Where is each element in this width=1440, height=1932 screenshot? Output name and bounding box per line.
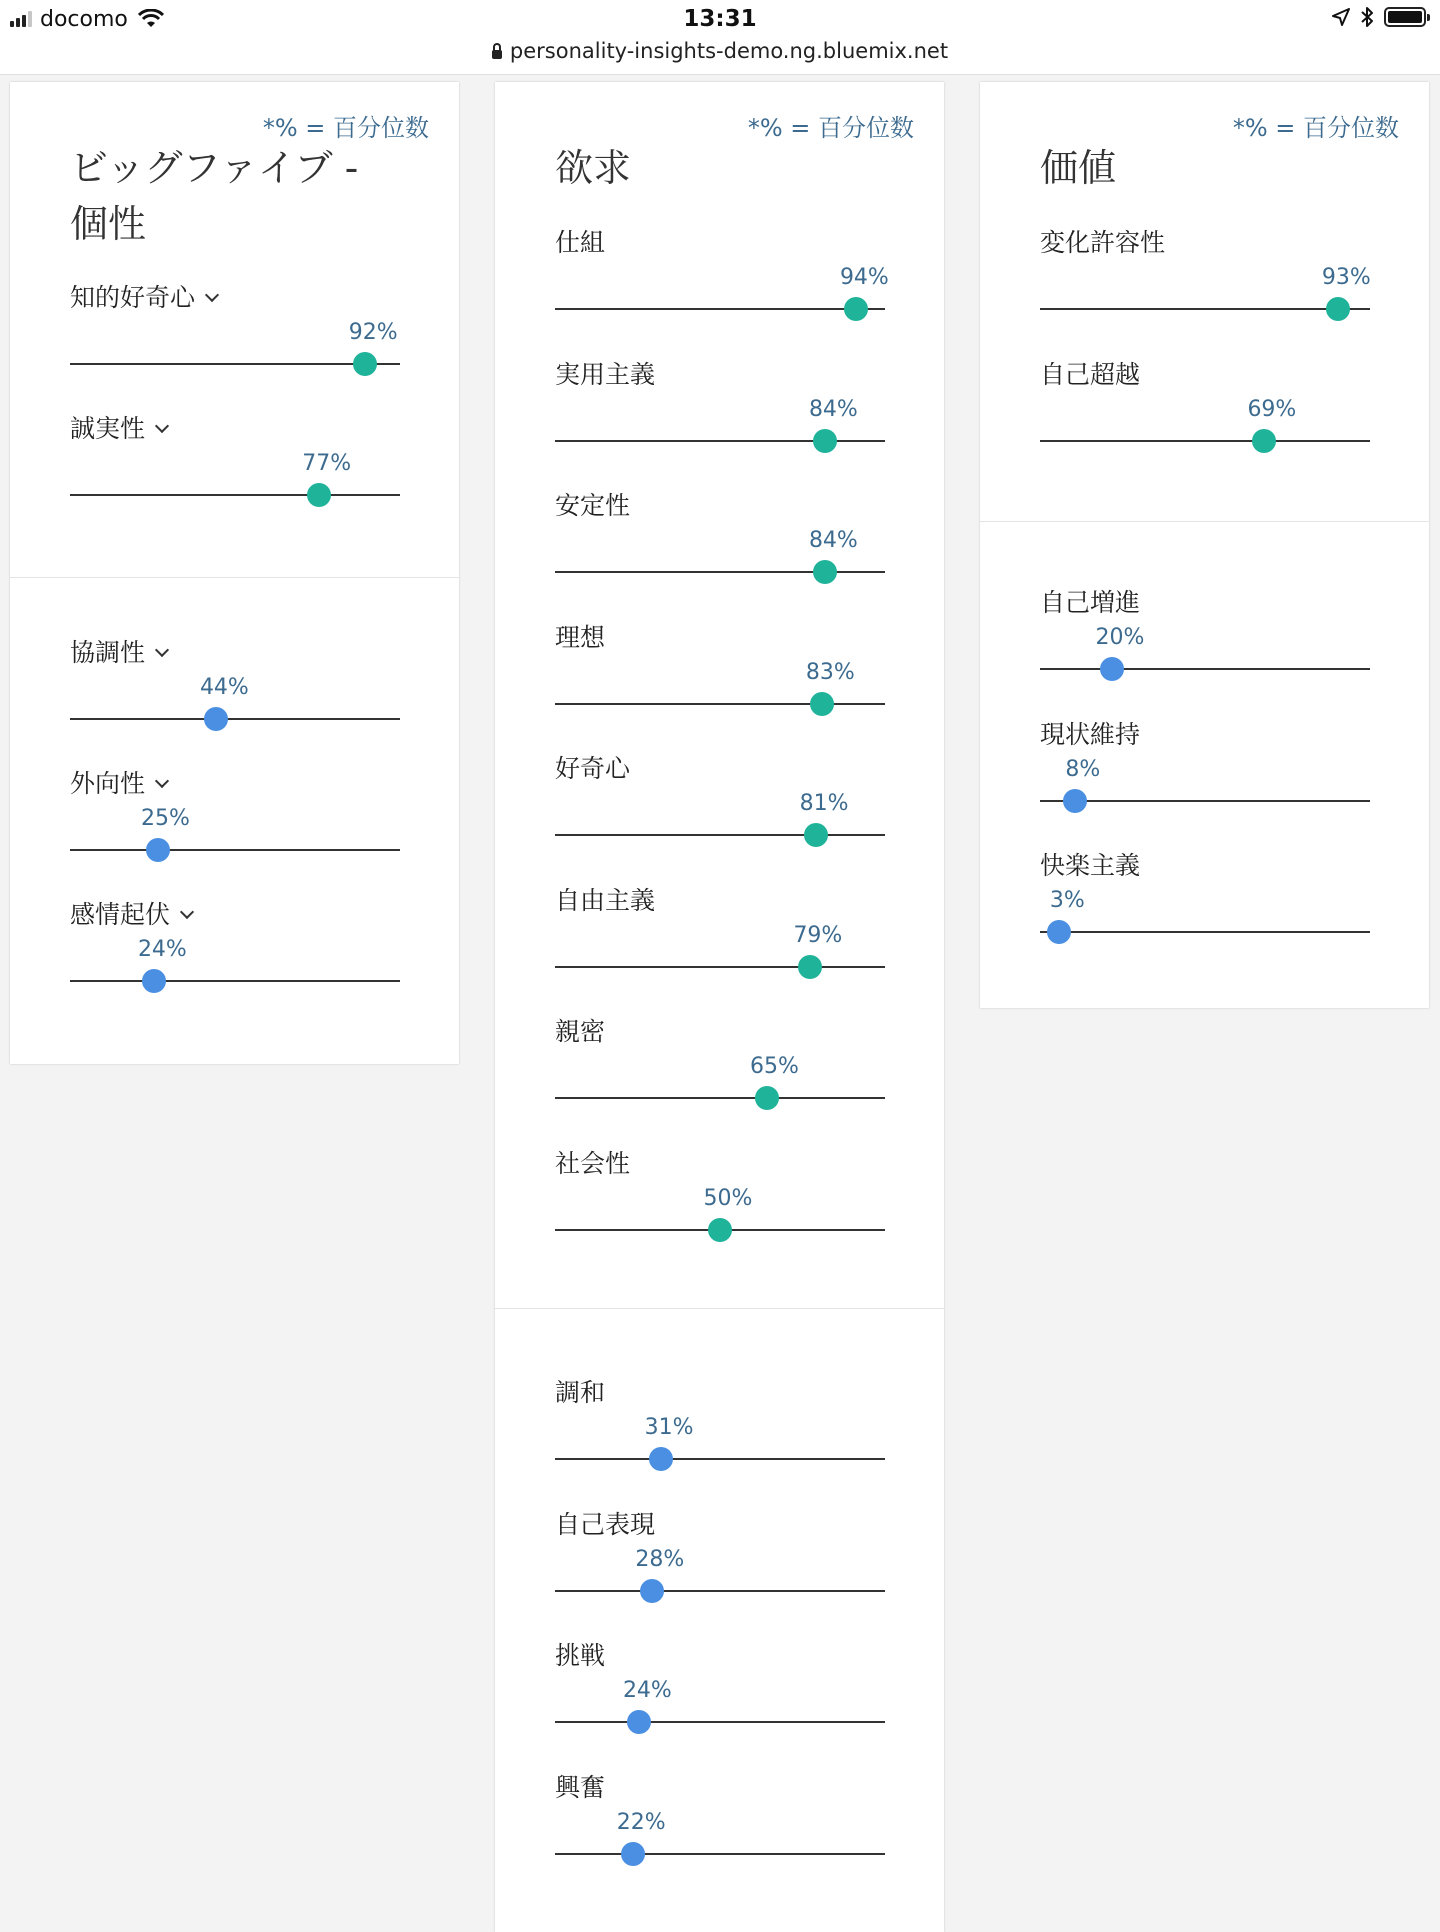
status-right	[1332, 6, 1426, 28]
slider-track	[555, 308, 885, 310]
percentile-value: 44%	[199, 675, 249, 700]
slider-track	[70, 718, 400, 720]
big-five-title: ビッグファイブ - 個性	[70, 146, 359, 246]
needs-card	[495, 82, 944, 1932]
trait-name: 快楽主義	[1040, 851, 1141, 880]
slider-marker	[1047, 920, 1071, 944]
trait-slider	[70, 768, 400, 878]
percentile-note: *% = 百分位数	[262, 114, 429, 142]
chevron-down-icon[interactable]	[205, 288, 219, 302]
slider-track	[1040, 931, 1370, 933]
percentile-value: 65%	[750, 1054, 799, 1079]
trait-name: 挑戦	[555, 1641, 606, 1670]
trait-slider	[555, 1016, 885, 1126]
trait-slider	[70, 899, 400, 1009]
chevron-down-icon[interactable]	[155, 419, 169, 433]
address-bar[interactable]	[0, 39, 1440, 63]
slider-marker	[708, 1218, 732, 1242]
slider-marker	[204, 707, 228, 731]
percentile-value: 93%	[1321, 265, 1371, 290]
trait-label	[555, 227, 605, 259]
trait-name: 調和	[555, 1378, 606, 1407]
slider-marker	[142, 969, 166, 993]
slider-track	[555, 1590, 885, 1592]
trait-name: 知的好奇心	[70, 283, 196, 312]
trait-name: 誠実性	[70, 414, 146, 443]
percentile-value: 77%	[302, 451, 352, 476]
percentile-note: *% = 百分位数	[1232, 114, 1399, 142]
trait-name: 社会性	[555, 1148, 631, 1178]
slider-marker	[804, 823, 828, 847]
url-text: personality-insights-demo.ng.bluemix.net	[509, 39, 949, 63]
slider-marker	[844, 297, 868, 321]
percentile-value: 8%	[1065, 756, 1101, 782]
trait-name: 仕組	[555, 228, 606, 257]
slider-track	[555, 834, 885, 836]
percentile-value: 69%	[1247, 396, 1297, 422]
trait-slider	[555, 1148, 885, 1258]
slider-track	[70, 494, 400, 496]
trait-label	[555, 753, 630, 785]
trait-label	[555, 1509, 655, 1541]
slider-marker	[1100, 657, 1124, 681]
slider-marker	[649, 1447, 673, 1471]
slider-track	[1040, 668, 1370, 670]
slider-marker	[1252, 429, 1276, 453]
slider-track	[1040, 800, 1370, 802]
slider-track	[555, 966, 885, 968]
trait-slider	[1040, 850, 1370, 960]
percentile-value: 94%	[839, 265, 889, 290]
trait-name: 好奇心	[555, 754, 631, 783]
trait-name: 自己増進	[1040, 588, 1141, 617]
slider-marker	[1063, 789, 1087, 813]
trait-slider	[70, 637, 400, 747]
trait-label	[1040, 719, 1140, 751]
percentile-value: 24%	[622, 1678, 672, 1703]
trait-label	[555, 1377, 605, 1409]
trait-label	[555, 490, 630, 522]
slider-marker	[798, 955, 822, 979]
slider-track	[1040, 308, 1370, 310]
trait-name: 自己表現	[555, 1509, 656, 1539]
section-divider	[980, 521, 1429, 522]
values-title: 価値	[1040, 146, 1117, 190]
percentile-value: 31%	[644, 1415, 694, 1440]
trait-name: 現状維持	[1040, 719, 1141, 749]
trait-label	[555, 622, 605, 654]
percentile-value: 20%	[1095, 625, 1145, 650]
percentile-value: 81%	[799, 791, 849, 816]
slider-marker	[755, 1086, 779, 1110]
percentile-value: 22%	[616, 1809, 666, 1835]
trait-label[interactable]	[70, 899, 192, 931]
trait-slider	[555, 885, 885, 995]
trait-name: 変化許容性	[1040, 228, 1166, 257]
slider-marker	[146, 838, 170, 862]
trait-label[interactable]	[70, 768, 167, 800]
slider-marker	[813, 560, 837, 584]
percentile-value: 28%	[635, 1546, 685, 1572]
trait-name: 自己超越	[1040, 359, 1141, 389]
trait-label	[555, 359, 655, 391]
trait-name: 親密	[555, 1017, 606, 1046]
percentile-value: 3%	[1049, 888, 1085, 913]
bluetooth-icon	[1360, 6, 1374, 28]
clock: 13:31	[683, 6, 757, 32]
trait-name: 理想	[555, 622, 606, 652]
slider-marker	[621, 1842, 645, 1866]
slider-track	[555, 1458, 885, 1460]
slider-track	[70, 363, 400, 365]
trait-label	[555, 1772, 605, 1804]
trait-label	[555, 1148, 630, 1180]
trait-name: 興奮	[555, 1772, 606, 1802]
trait-label[interactable]	[70, 637, 167, 669]
big-five-card	[10, 82, 459, 1064]
trait-name: 安定性	[555, 491, 631, 520]
slider-track	[555, 1853, 885, 1855]
trait-label	[1040, 850, 1140, 882]
trait-label[interactable]	[70, 282, 217, 314]
trait-name: 実用主義	[555, 359, 656, 389]
trait-slider	[555, 1509, 885, 1619]
trait-slider	[1040, 227, 1370, 337]
chevron-down-icon[interactable]	[155, 774, 169, 788]
carrier-name: docomo	[40, 6, 128, 32]
slider-track	[70, 980, 400, 982]
status-bar	[0, 0, 1440, 75]
slider-track	[555, 703, 885, 705]
trait-slider	[1040, 719, 1370, 829]
trait-label	[555, 885, 655, 917]
slider-marker	[353, 352, 377, 376]
percentile-value: 92%	[348, 320, 398, 345]
chevron-down-icon[interactable]	[180, 905, 194, 919]
percentile-value: 50%	[703, 1185, 753, 1211]
trait-label	[555, 1640, 605, 1672]
lock-icon	[492, 50, 502, 59]
slider-marker	[627, 1710, 651, 1734]
slider-track	[555, 1097, 885, 1099]
slider-track	[1040, 440, 1370, 442]
trait-name: 協調性	[70, 638, 146, 667]
slider-marker	[307, 483, 331, 507]
location-arrow-icon	[1332, 8, 1350, 26]
slider-marker	[810, 692, 834, 716]
trait-slider	[555, 1377, 885, 1487]
percentile-value: 83%	[805, 659, 855, 685]
trait-label	[555, 1016, 605, 1048]
values-card	[980, 82, 1429, 1008]
trait-slider	[555, 227, 889, 337]
needs-title: 欲求	[555, 146, 632, 190]
trait-label	[1040, 227, 1165, 259]
percentile-value: 25%	[141, 806, 190, 831]
trait-slider	[70, 413, 400, 523]
section-divider	[495, 1308, 944, 1309]
trait-label[interactable]	[70, 413, 167, 445]
trait-slider	[555, 1772, 885, 1882]
percentile-note: *% = 百分位数	[747, 114, 914, 142]
trait-slider	[555, 490, 885, 600]
trait-slider	[555, 359, 885, 469]
trait-name: 外向性	[70, 769, 146, 798]
trait-slider	[70, 282, 400, 392]
trait-name: 感情起伏	[70, 900, 171, 929]
trait-slider	[555, 622, 885, 732]
chevron-down-icon[interactable]	[155, 643, 169, 657]
slider-marker	[1326, 297, 1350, 321]
slider-marker	[640, 1579, 664, 1603]
battery-icon	[1384, 7, 1426, 27]
trait-slider	[1040, 587, 1370, 697]
slider-track	[555, 1721, 885, 1723]
trait-slider	[1040, 359, 1370, 469]
trait-name: 自由主義	[555, 885, 656, 915]
slider-track	[70, 849, 400, 851]
percentile-value: 24%	[137, 937, 187, 962]
percentile-value: 79%	[793, 922, 843, 948]
percentile-value: 84%	[808, 396, 858, 422]
trait-label	[1040, 359, 1140, 391]
trait-slider	[555, 753, 885, 863]
trait-label	[1040, 587, 1140, 619]
slider-marker	[813, 429, 837, 453]
section-divider	[10, 577, 459, 578]
trait-slider	[555, 1640, 885, 1750]
percentile-value: 84%	[808, 528, 858, 553]
